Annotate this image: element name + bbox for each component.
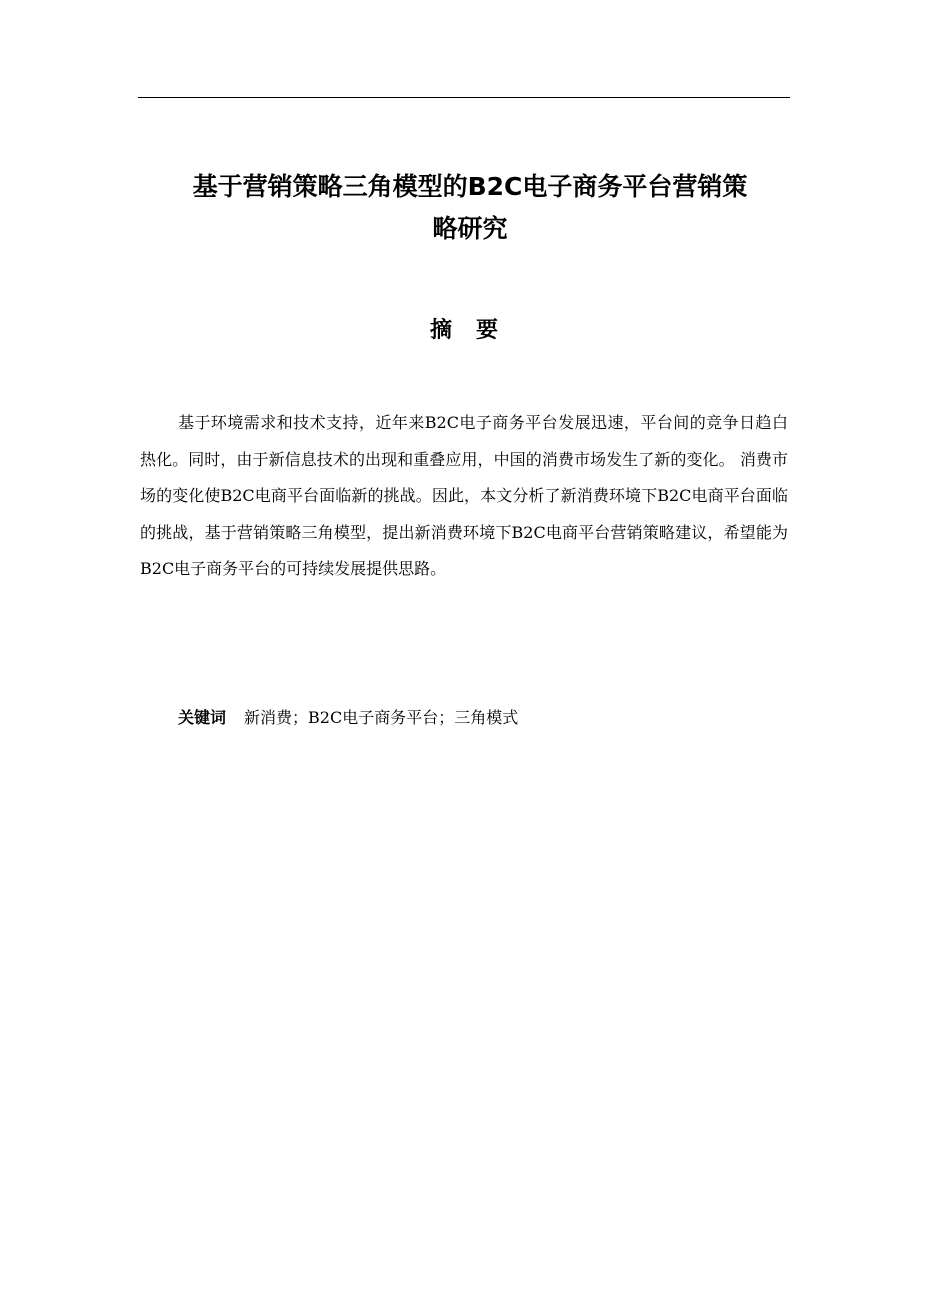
keywords-value: 新消费；B2C电子商务平台；三角模式 bbox=[244, 708, 519, 727]
abstract-heading: 摘要 bbox=[429, 318, 522, 343]
header-rule bbox=[138, 97, 790, 98]
keywords-line bbox=[178, 704, 778, 732]
paper-title-line-1: 基于营销策略三角模型的B2C电子商务平台营销策 bbox=[192, 172, 748, 201]
keywords-label: 关键词 bbox=[178, 708, 227, 727]
paper-title-line-2: 略研究 bbox=[432, 214, 508, 243]
paper-title bbox=[150, 166, 790, 250]
abstract-body: 基于环境需求和技术支持，近年来B2C电子商务平台发展迅速，平台间的竞争日趋白热化。同时，由于新信息技术的出现和重叠应用，中国的消费市场发生了新的变化。 消费市场的变化使B2C电商平台面临新的挑战。因此，本文分析了新消费环境下B2C电商平台面临的挑战，基于营销策略三角模型，提出新消费环境下B2C电商平台营销策略建议，希望能为B2C电子商务平台的可持续发展提供思路。 bbox=[140, 413, 788, 578]
